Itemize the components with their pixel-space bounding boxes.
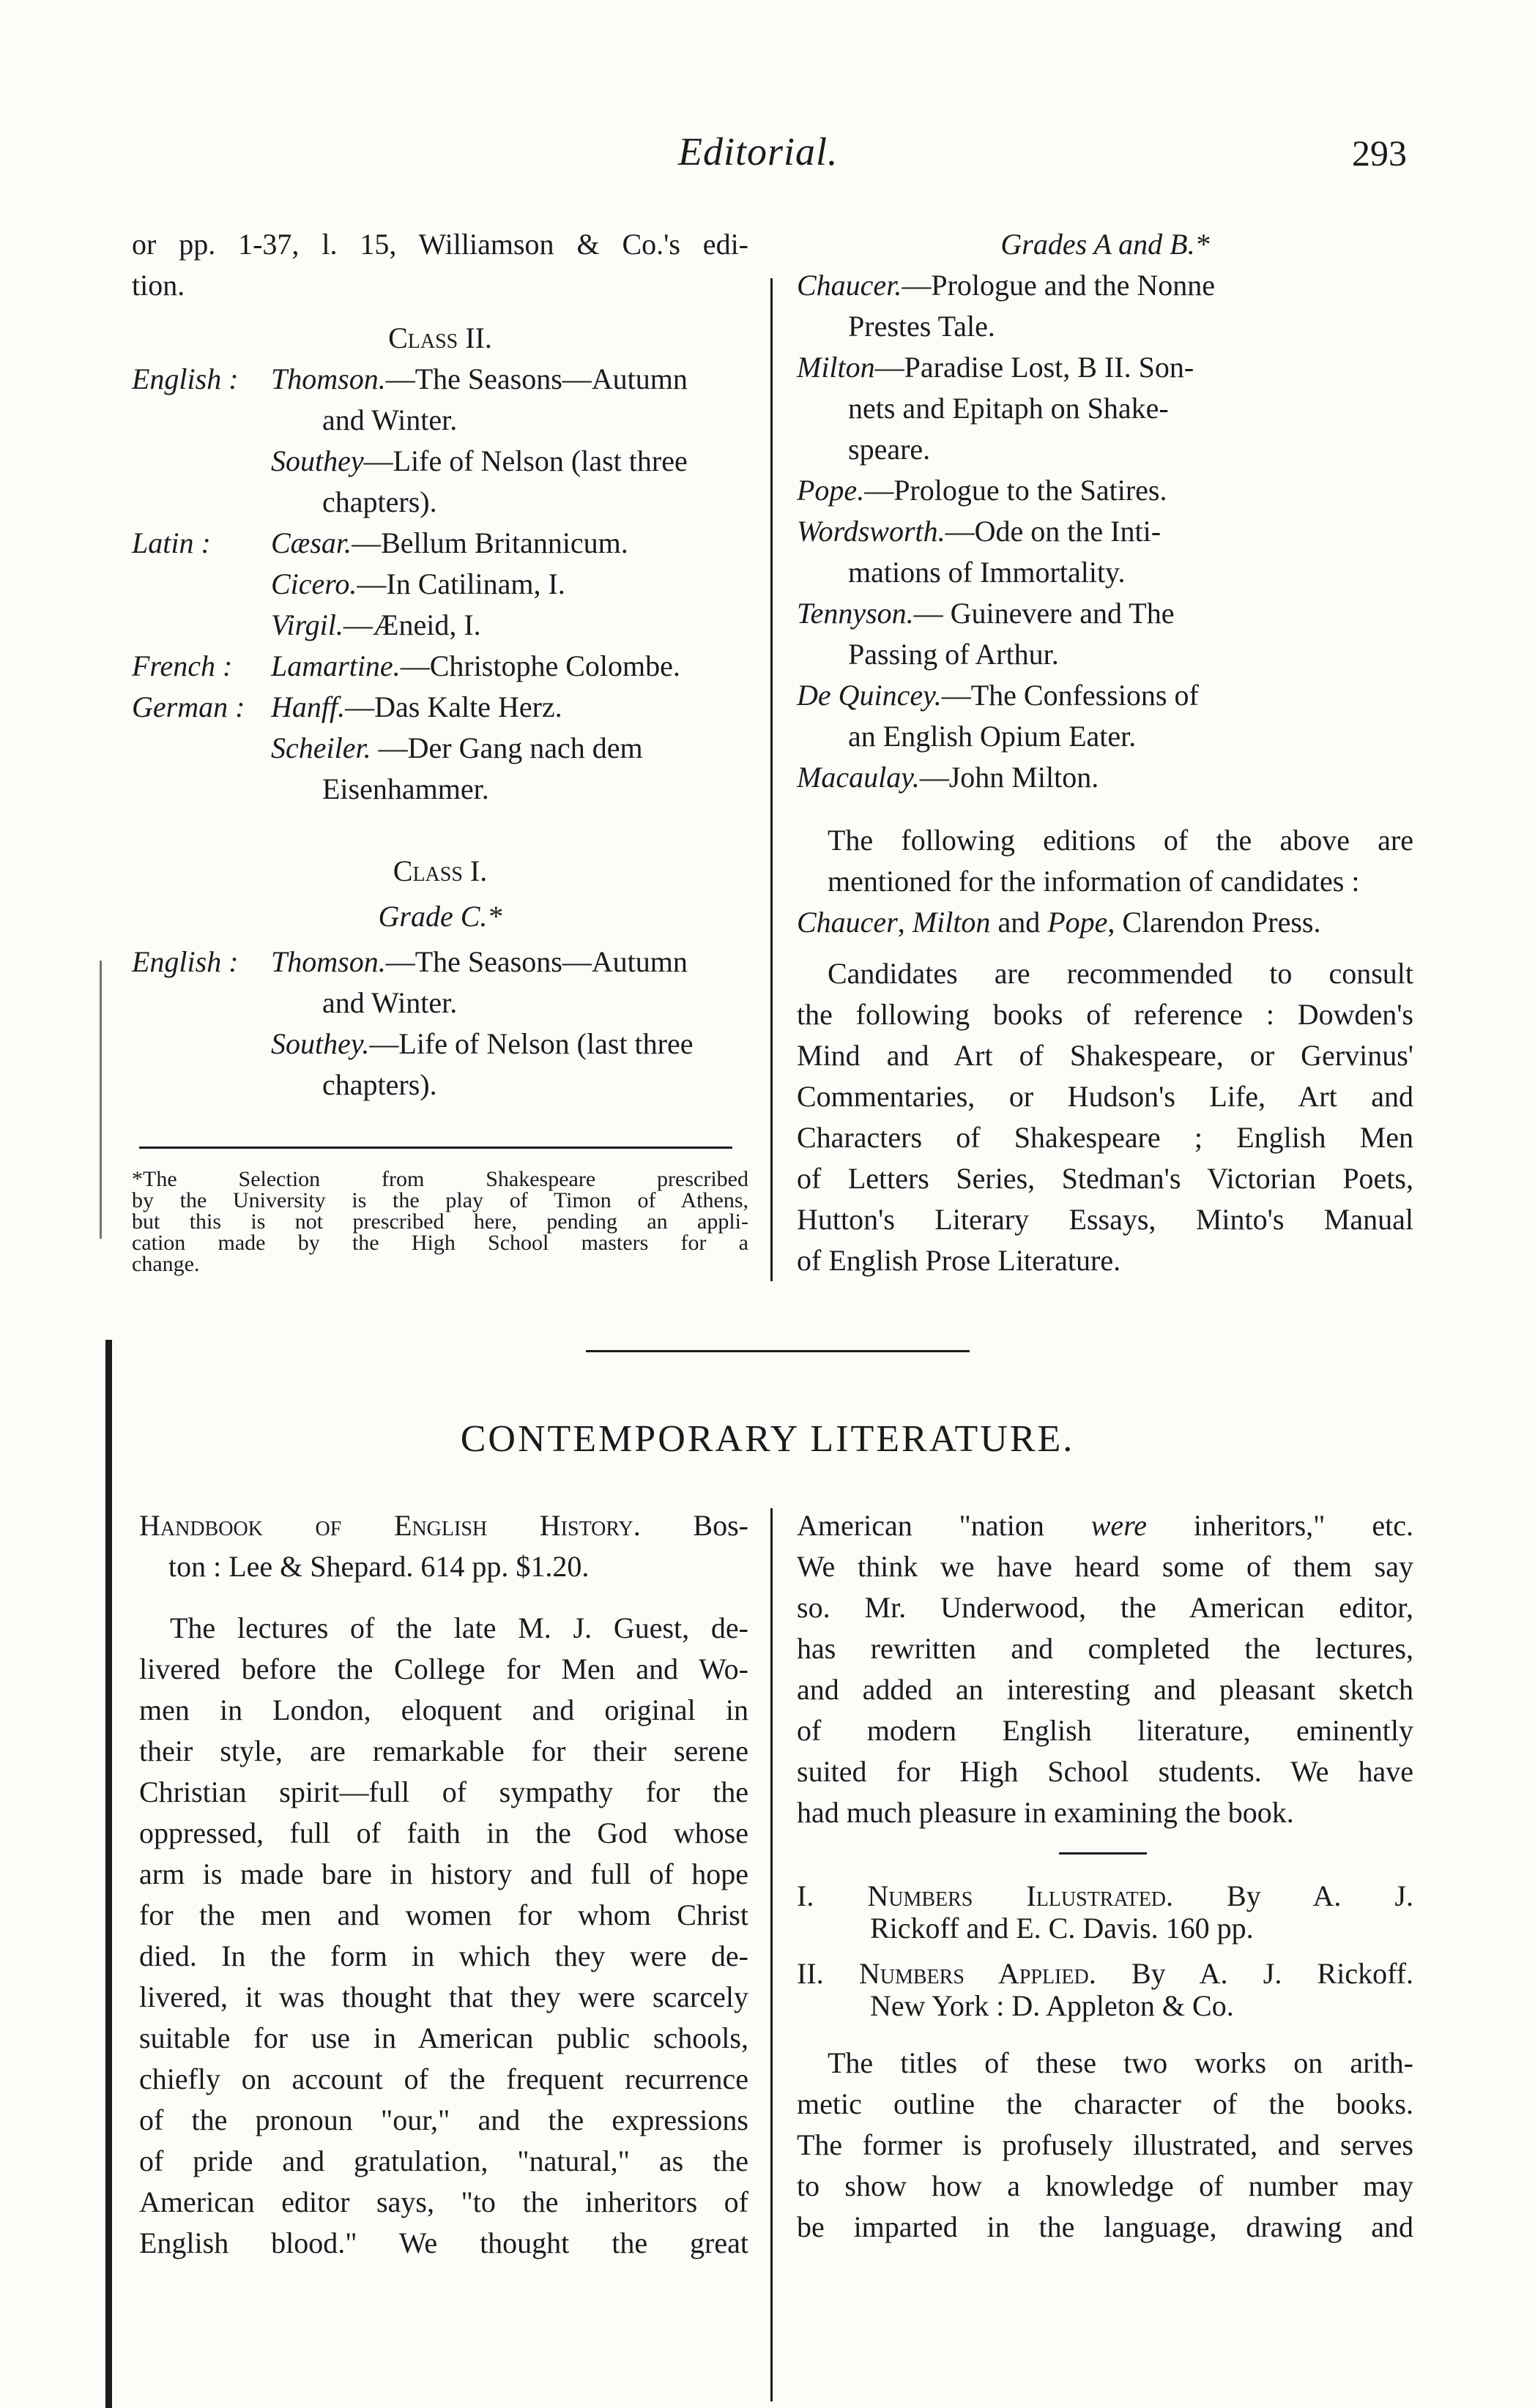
entry-group xyxy=(132,646,748,687)
grades-entries xyxy=(797,265,1413,798)
review-continuation-line: had much pleasure in examining the book. xyxy=(797,1796,1294,1829)
history-review-line: livered, it was thought that they were scarcely xyxy=(139,1980,748,2013)
grade-entry xyxy=(797,675,1413,716)
entry-continuation: chapters). xyxy=(322,1068,437,1101)
book-2-publisher: New York : D. Appleton & Co. xyxy=(870,1989,1234,2022)
entry-work: —The Seasons—Autumn xyxy=(385,362,688,395)
grade-entry-continuation: Prestes Tale. xyxy=(848,310,995,343)
footnote-rule xyxy=(139,1147,732,1149)
review-continuation-line: of modern English literature, eminently xyxy=(797,1714,1413,1747)
entry-work: —Bellum Britannicum. xyxy=(352,526,628,559)
entry-continuation: Eisenhammer. xyxy=(322,772,489,805)
references-line: the following books of reference : Dowden's xyxy=(797,998,1413,1031)
history-review-line: men in London, eloquent and original in xyxy=(139,1693,748,1726)
footnote-line: *The Selection from Shakespeare prescribed xyxy=(132,1167,748,1191)
grade-entry-continuation: speare. xyxy=(848,433,931,466)
intro-line: tion. xyxy=(132,269,185,302)
entry-work: —In Catilinam, I. xyxy=(357,567,565,600)
review-continuation-first: American "nation were inheritors," etc. xyxy=(797,1509,1413,1542)
entry-work: —Der Gang nach dem xyxy=(371,731,643,764)
grade-entry-work: — Guinevere and The xyxy=(913,597,1175,630)
arithmetic-review-line: be imparted in the language, drawing and xyxy=(797,2210,1413,2243)
intro-line: or pp. 1-37, l. 15, Williamson & Co.'s edi- xyxy=(132,228,748,261)
top-left-column xyxy=(132,224,748,1106)
references-line: Hutton's Literary Essays, Minto's Manual xyxy=(797,1203,1413,1236)
references-line: Commentaries, or Hudson's Life, Art and xyxy=(797,1080,1413,1113)
grade-entry-author: Wordsworth. xyxy=(797,515,945,548)
review-continuation-line: has rewritten and completed the lectures, xyxy=(797,1632,1413,1665)
editions-paragraph xyxy=(797,820,1413,902)
entry-work: —The Seasons—Autumn xyxy=(385,945,688,978)
entry-work: —Das Kalte Herz. xyxy=(345,690,562,723)
history-review-line: died. In the form in which they were de- xyxy=(139,1939,748,1972)
grade-entry-work: —Ode on the Inti- xyxy=(945,515,1162,548)
grade-entry xyxy=(797,347,1413,388)
grade-entry-continuation: mations of Immortality. xyxy=(848,556,1126,589)
book-2-title: II. Numbers Applied. By A. J. Rickoff. xyxy=(797,1957,1414,1990)
grade-entry-work: —Prologue to the Satires. xyxy=(864,474,1167,507)
references-line: Characters of Shakespeare ; English Men xyxy=(797,1121,1413,1154)
history-review-line: arm is made bare in history and full of hope xyxy=(139,1857,748,1890)
history-review-line: English blood." We thought the great xyxy=(139,2226,748,2259)
bottom-left-column xyxy=(139,1505,748,2264)
class-2-entries xyxy=(132,359,748,810)
entry-author: Hanff. xyxy=(271,690,346,723)
entry-line xyxy=(132,646,748,687)
grade-entry-continuation: Passing of Arthur. xyxy=(848,638,1059,671)
footnote-line: but this is not prescribed here, pending an appli- xyxy=(132,1209,748,1234)
review-continuation xyxy=(797,1546,1413,1833)
history-review xyxy=(139,1608,748,2264)
entry-label: Latin : xyxy=(132,526,211,559)
entry-label: English : xyxy=(132,362,239,395)
arithmetic-review-line: metic outline the character of the books. xyxy=(797,2087,1413,2120)
grades-heading: Grades A and B.* xyxy=(1000,228,1210,261)
section-rule xyxy=(586,1350,970,1352)
grade-entry-continuation: nets and Epitaph on Shake- xyxy=(848,392,1169,425)
entry-author: Virgil. xyxy=(271,608,343,641)
grade-entry-author: Pope. xyxy=(797,474,865,507)
class-2-heading: Class II. xyxy=(388,321,492,354)
entry-work: —Christophe Colombe. xyxy=(400,649,680,682)
editions-last-line: Chaucer, Milton and Pope, Clarendon Press. xyxy=(797,906,1321,939)
book-1-authors: Rickoff and E. C. Davis. 160 pp. xyxy=(870,1912,1254,1945)
entry-author: Southey. xyxy=(271,1027,370,1060)
entry-line xyxy=(132,942,748,983)
history-review-line: chiefly on account of the frequent recurrence xyxy=(139,2062,748,2095)
history-review-line: oppressed, full of faith in the God whose xyxy=(139,1816,748,1849)
book-1-title: I. Numbers Illustrated. By A. J. xyxy=(797,1879,1413,1912)
grade-entry xyxy=(797,265,1413,306)
entry-line xyxy=(132,687,748,728)
entry-author: Scheiler. xyxy=(271,731,371,764)
grade-entry-work: —Prologue and the Nonne xyxy=(902,269,1216,302)
entry-work: —Æneid, I. xyxy=(343,608,481,641)
history-review-line: livered before the College for Men and Wo- xyxy=(139,1652,748,1685)
grade-entry-author: Milton xyxy=(797,351,875,384)
grade-entry-author: De Quincey. xyxy=(797,679,942,712)
arithmetic-review-line: The former is profusely illustrated, and serves xyxy=(797,2128,1413,2161)
running-header-title: Editorial. xyxy=(678,130,839,174)
entry-work: —Life of Nelson (last three xyxy=(369,1027,694,1060)
entry-label: French : xyxy=(132,649,233,682)
grade-entry-author: Tennyson. xyxy=(797,597,914,630)
footnote-line: cation made by the High School masters for a xyxy=(132,1231,748,1255)
history-review-line: Christian spirit—full of sympathy for the xyxy=(139,1775,748,1808)
history-review-line: American editor says, "to the inheritors of xyxy=(139,2185,748,2218)
entry-line xyxy=(132,441,748,482)
review-continuation-line: and added an interesting and pleasant sketch xyxy=(797,1673,1413,1706)
page-edge-line xyxy=(100,961,102,1239)
entry-work: —Life of Nelson (last three xyxy=(363,444,688,477)
entry-author: Lamartine. xyxy=(271,649,401,682)
history-review-line: of the pronoun "our," and the expressions xyxy=(139,2103,748,2136)
class-1-entries xyxy=(132,942,748,1106)
grade-entry-work: —John Milton. xyxy=(919,761,1099,794)
entry-author: Cicero. xyxy=(271,567,357,600)
entry-line xyxy=(132,728,748,769)
class-1-heading: Class I. xyxy=(393,854,488,887)
references-line: Mind and Art of Shakespeare, or Gervinus' xyxy=(797,1039,1413,1072)
entry-author: Southey xyxy=(271,444,364,477)
editions-line: The following editions of the above are xyxy=(828,824,1413,857)
entry-label: German : xyxy=(132,690,245,723)
bottom-right-column xyxy=(797,1505,1413,2248)
binding-edge xyxy=(105,1340,112,2408)
history-review-line: for the men and women for whom Christ xyxy=(139,1898,748,1931)
column-divider-bottom xyxy=(770,1508,773,2401)
column-divider-top xyxy=(770,278,773,1281)
entry-line xyxy=(132,1024,748,1065)
section-heading: CONTEMPORARY LITERATURE. xyxy=(460,1418,1075,1460)
references-line: of English Prose Literature. xyxy=(797,1244,1121,1277)
entry-line xyxy=(132,359,748,400)
page-number: 293 xyxy=(1352,133,1407,174)
arithmetic-review xyxy=(797,2043,1413,2248)
entry-line xyxy=(132,605,748,646)
entry-continuation: and Winter. xyxy=(322,986,458,1019)
grade-entry-work: —The Confessions of xyxy=(941,679,1199,712)
grade-entry xyxy=(797,470,1413,511)
history-review-line: their style, are remarkable for their serene xyxy=(139,1734,748,1767)
entry-author: Cæsar. xyxy=(271,526,352,559)
grade-entry-author: Chaucer. xyxy=(797,269,902,302)
entry-continuation: chapters). xyxy=(322,485,437,518)
review-continuation-line: suited for High School students. We have xyxy=(797,1755,1413,1788)
entry-line xyxy=(132,523,748,564)
entry-group xyxy=(132,687,748,810)
references-line: Candidates are recommended to consult xyxy=(828,957,1413,990)
grade-entry xyxy=(797,511,1413,552)
small-ornament-rule xyxy=(797,1833,1413,1871)
entry-line xyxy=(132,564,748,605)
entry-author: Thomson. xyxy=(271,362,386,395)
book-title-line-1: Handbook of English History. Bos- xyxy=(139,1509,748,1542)
history-review-line: suitable for use in American public schools, xyxy=(139,2021,748,2054)
footnote-line: change. xyxy=(132,1252,200,1276)
entry-author: Thomson. xyxy=(271,945,386,978)
entry-group xyxy=(132,523,748,646)
footnote xyxy=(132,1168,748,1275)
grade-entry-continuation: an English Opium Eater. xyxy=(848,720,1137,753)
grade-entry xyxy=(797,593,1413,634)
review-continuation-line: so. Mr. Underwood, the American editor, xyxy=(797,1591,1413,1624)
references-paragraph xyxy=(797,953,1413,1281)
entry-group xyxy=(132,942,748,1106)
top-right-column xyxy=(797,224,1413,1281)
history-review-line: of pride and gratulation, "natural," as the xyxy=(139,2144,748,2177)
book-title-line-2: ton : Lee & Shepard. 614 pp. $1.20. xyxy=(168,1550,590,1583)
editions-line: mentioned for the information of candidates : xyxy=(828,865,1360,898)
entry-group xyxy=(132,359,748,523)
grade-entry xyxy=(797,757,1413,798)
entry-label: English : xyxy=(132,945,239,978)
grade-entry-work: —Paradise Lost, B II. Son- xyxy=(874,351,1194,384)
review-continuation-line: We think we have heard some of them say xyxy=(797,1550,1413,1583)
references-line: of Letters Series, Stedman's Victorian Poets, xyxy=(797,1162,1413,1195)
grade-entry-author: Macaulay. xyxy=(797,761,920,794)
arithmetic-review-line: to show how a knowledge of number may xyxy=(797,2169,1413,2202)
history-review-line: The lectures of the late M. J. Guest, de- xyxy=(170,1611,748,1644)
entry-continuation: and Winter. xyxy=(322,403,458,436)
class-1-grade: Grade C.* xyxy=(378,900,502,933)
arithmetic-review-line: The titles of these two works on arith- xyxy=(828,2046,1413,2079)
footnote-line: by the University is the play of Timon of Athens, xyxy=(132,1188,748,1212)
class-intro-text xyxy=(132,224,748,306)
